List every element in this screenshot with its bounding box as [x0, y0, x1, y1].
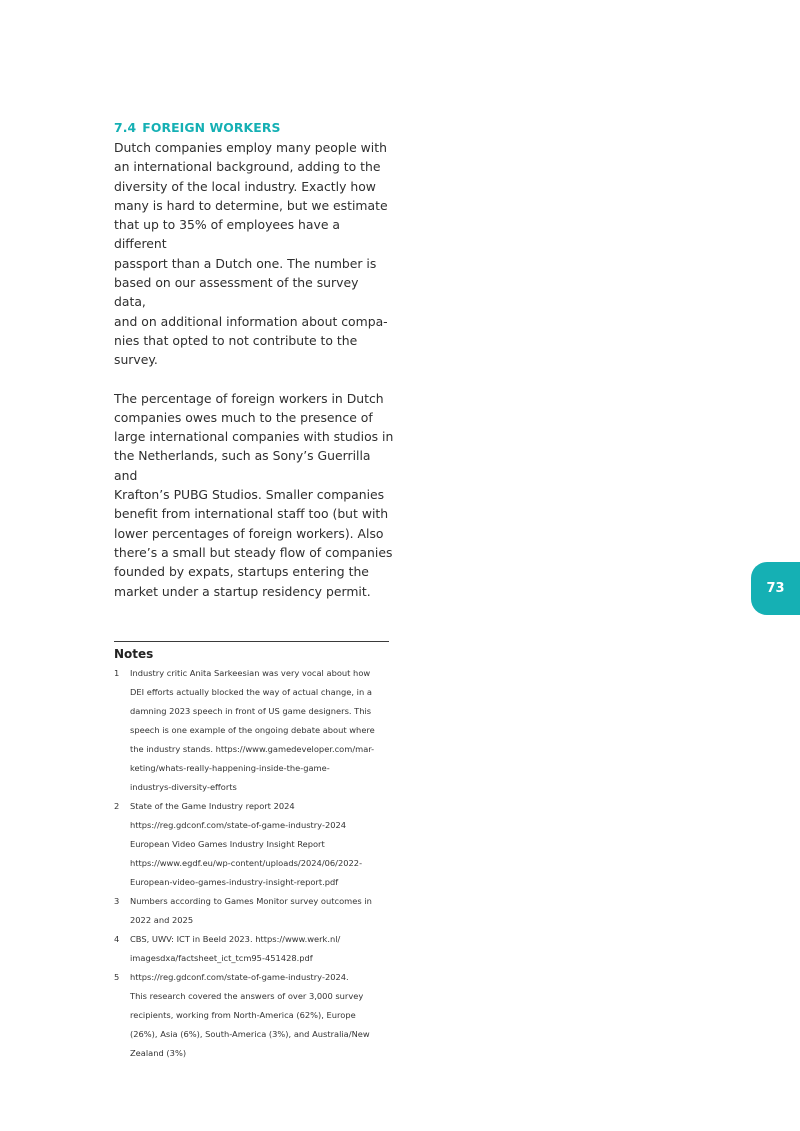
- notes-list: [114, 664, 394, 1063]
- notes-divider: [114, 641, 389, 642]
- note-text: CBS, UWV: ICT in Beeld 2023. https://www.werk.nl/ imagesdxa/factsheet_ict_tcm95-451428.pdf: [130, 934, 341, 963]
- note-text: Industry critic Anita Sarkeesian was very vocal about how DEI efforts actually blocked the way of actual change, in a damning 2023 speech in front of US game designers. This speech is one example of the ongoing debate about where the industry stands. https://www.gamedeveloper.com/mar- keting/whats-really-happening-inside-the-game- industrys-diversity-efforts: [130, 668, 375, 792]
- page-number-tab: [751, 562, 800, 615]
- body-paragraph-2: The percentage of foreign workers in Dutch companies owes much to the presence of large international companies with studios in the Netherlands, such as Sony’s Guerrilla and Krafton’s PUBG Studios. Smaller companies benefit from international staff too (but with lower percentages of foreign workers). Also there’s a small but steady flow of companies founded by expats, startups entering the market under a startup residency permit.: [114, 390, 394, 599]
- note-text: State of the Game Industry report 2024 https://reg.gdconf.com/state-of-game-industry-2024 European Video Games Industry Insight Report https://www.egdf.eu/wp-content/uploads/2024/06/2022- European-video-games-industry-insight-report.pdf: [130, 801, 363, 887]
- section-title: FOREIGN WORKERS: [142, 120, 281, 135]
- section-foreign-workers: [114, 118, 394, 601]
- note-number: 5: [114, 972, 120, 982]
- note-text: https://reg.gdconf.com/state-of-game-industry-2024. This research covered the answers of over 3,000 survey recipients, working from North-America (62%), Europe (26%), Asia (6%), South-America (3%), and Australia/New Zealand (3%): [130, 972, 370, 1058]
- note-item: [114, 664, 394, 797]
- note-text: Numbers according to Games Monitor survey outcomes in 2022 and 2025: [130, 896, 372, 925]
- page-number: 73: [766, 581, 785, 596]
- note-number: 1: [114, 668, 120, 678]
- notes-title: Notes: [114, 647, 154, 661]
- note-item: [114, 892, 394, 930]
- note-item: [114, 930, 394, 968]
- section-number: 7.4: [114, 120, 137, 135]
- note-number: 3: [114, 896, 120, 906]
- note-item: [114, 797, 394, 892]
- note-number: 2: [114, 801, 120, 811]
- body-paragraph-1: Dutch companies employ many people with an international background, adding to the diversity of the local industry. Exactly how many is hard to determine, but we estimate that up to 35% of employees have a different passport than a Dutch one. The number is based on our assessment of the survey data, and on additional information about compa- nies that opted to not contribute to the survey.: [114, 140, 388, 368]
- note-number: 4: [114, 934, 120, 944]
- section-heading: [114, 118, 394, 138]
- note-item: [114, 968, 394, 1063]
